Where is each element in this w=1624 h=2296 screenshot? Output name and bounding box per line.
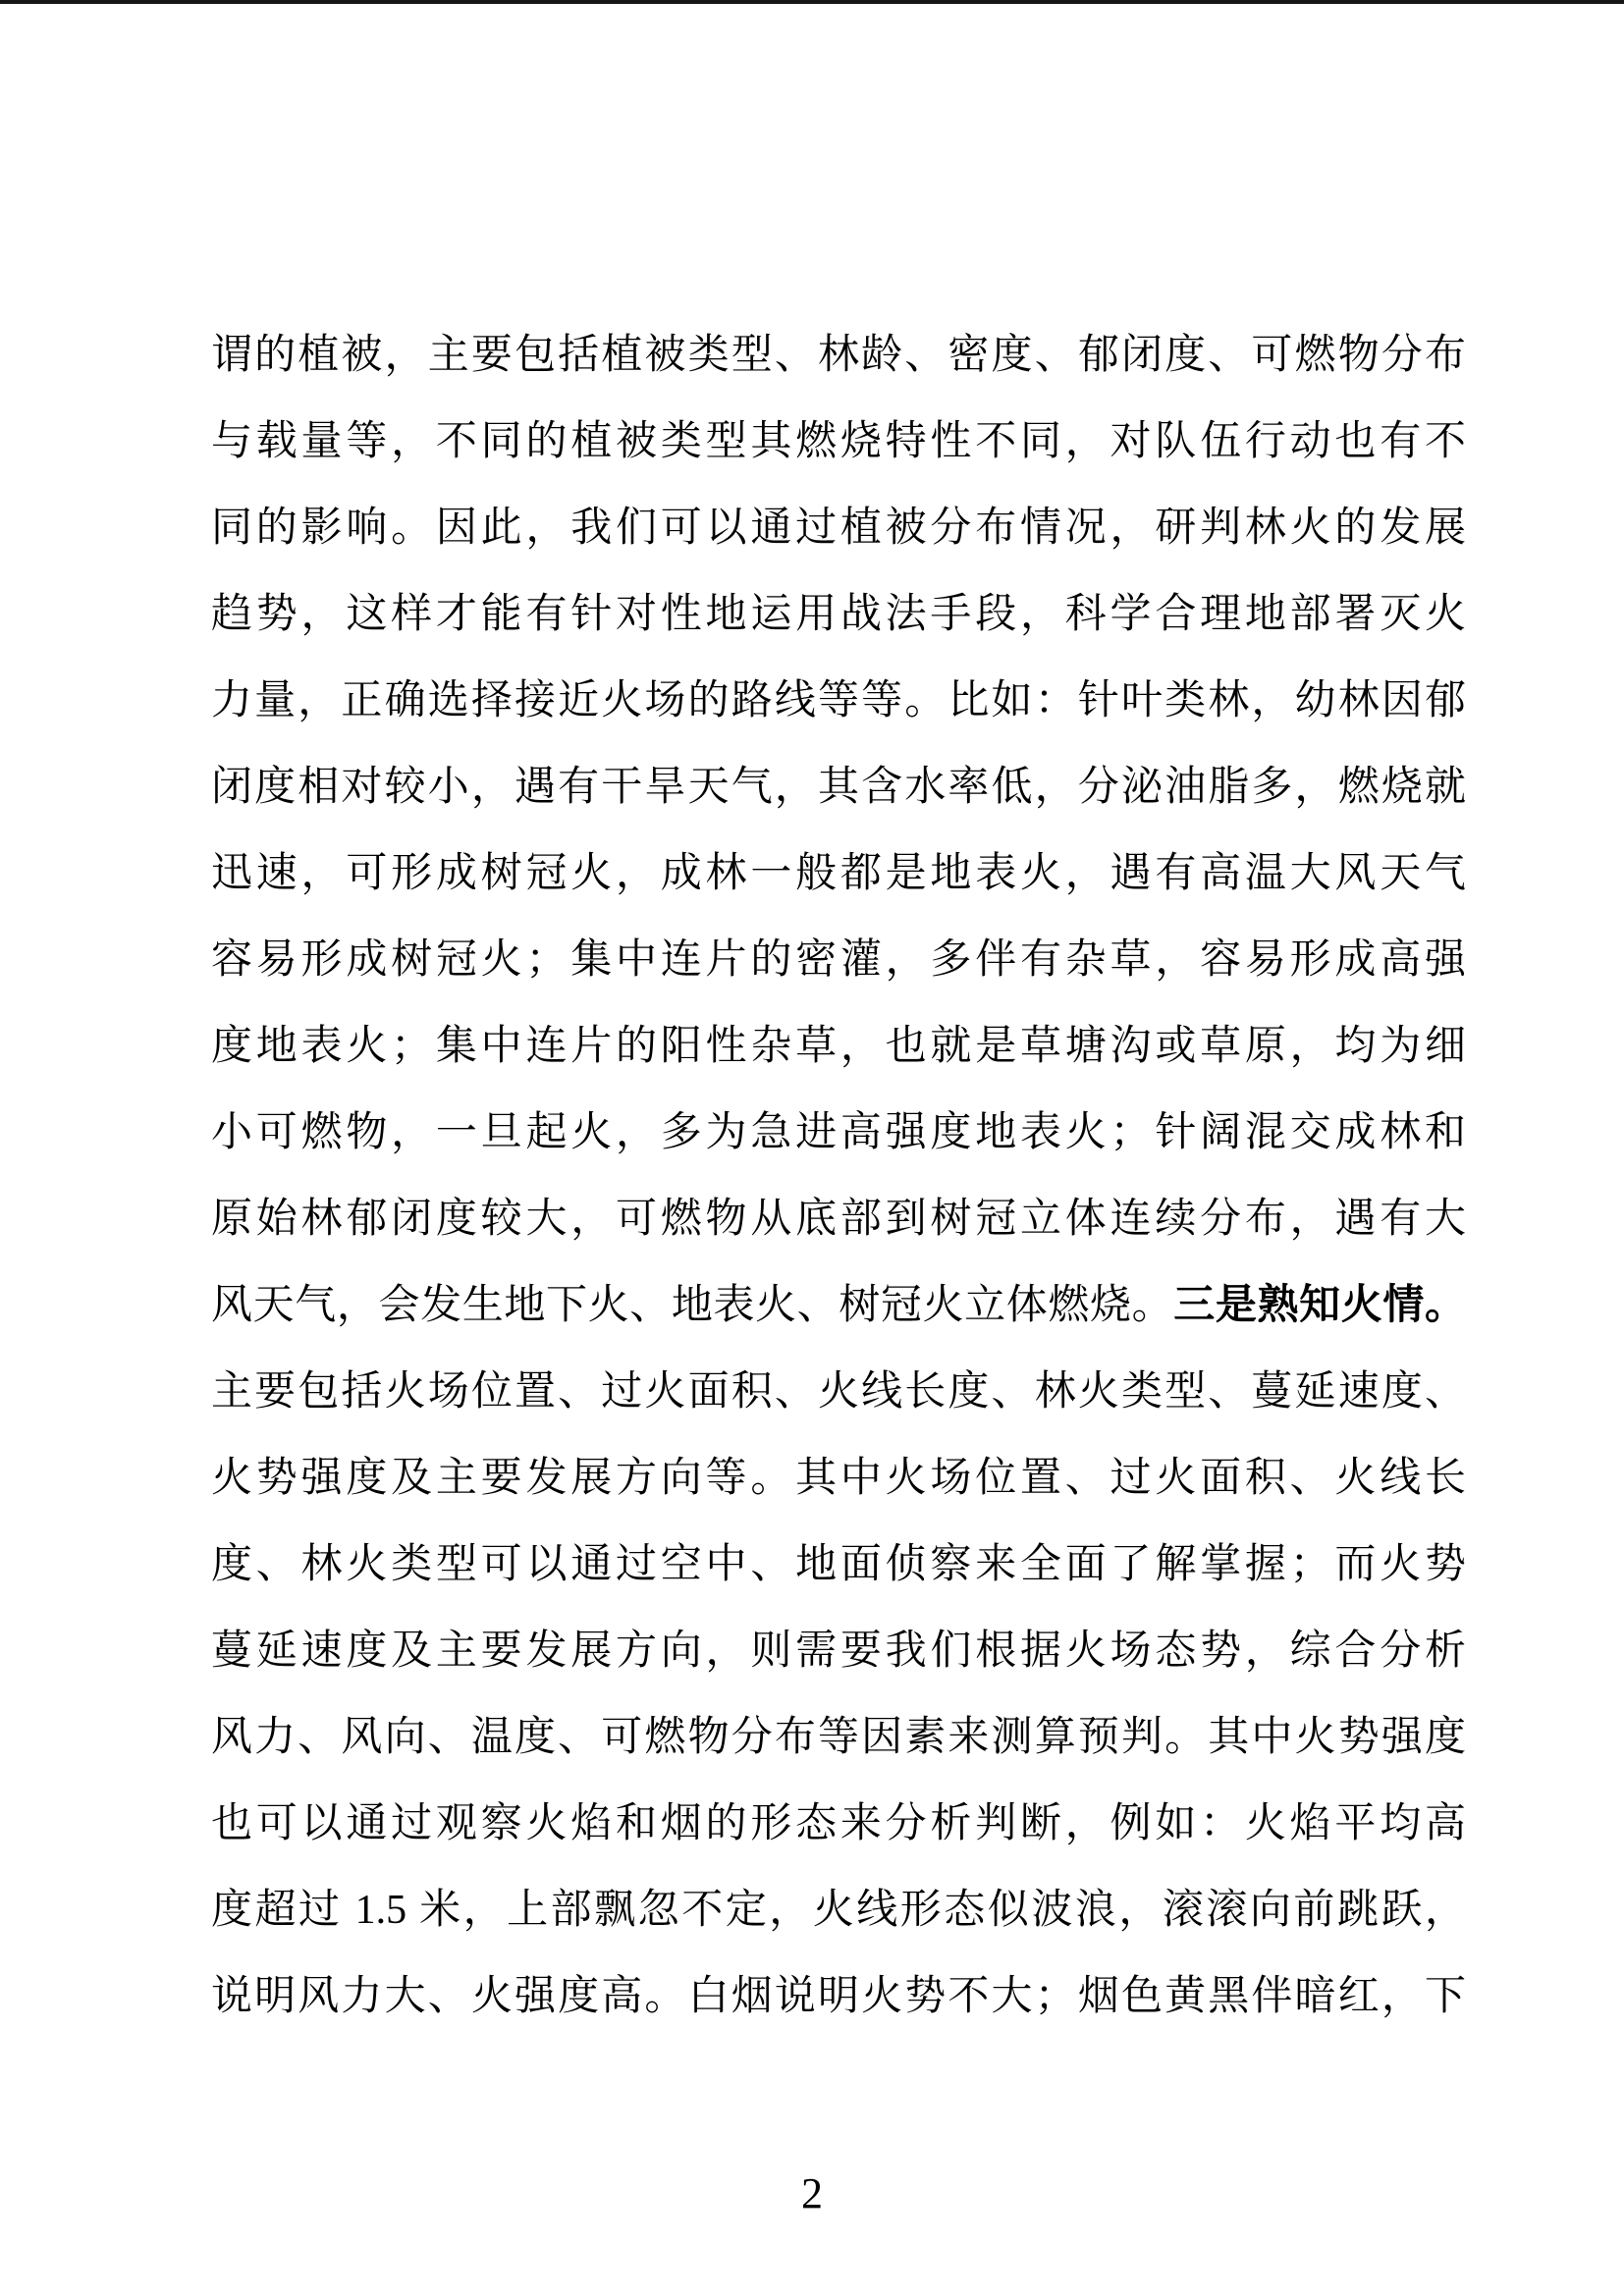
text-line-2 bbox=[211, 399, 1466, 485]
text-line-12 bbox=[211, 1262, 1466, 1349]
text-line-6 bbox=[211, 744, 1466, 830]
text-segment: 同的影响。因此，我们可以通过植被分布情况，研判林火的发展 bbox=[211, 506, 1466, 551]
text-segment: 蔓延速度及主要发展方向，则需要我们根据火场态势，综合分析 bbox=[211, 1629, 1466, 1674]
text-line-14 bbox=[211, 1435, 1466, 1522]
text-block bbox=[211, 312, 1466, 2040]
text-line-3 bbox=[211, 485, 1466, 571]
text-segment: 风天气，会发生地下火、地表火、树冠火立体燃烧。 bbox=[211, 1283, 1174, 1328]
text-line-18 bbox=[211, 1781, 1466, 1867]
text-segment: 迅速，可形成树冠火，成林一般都是地表火，遇有高温大风天气 bbox=[211, 851, 1466, 896]
text-segment: 力量，正确选择接近火场的路线等等。比如：针叶类林，幼林因郁 bbox=[211, 678, 1466, 723]
text-line-15 bbox=[211, 1522, 1466, 1608]
text-line-11 bbox=[211, 1176, 1466, 1262]
text-line-10 bbox=[211, 1090, 1466, 1176]
text-segment: 风力、风向、温度、可燃物分布等因素来测算预判。其中火势强度 bbox=[211, 1715, 1466, 1760]
text-line-20 bbox=[211, 1953, 1466, 2040]
page-number: 2 bbox=[801, 2169, 823, 2217]
text-line-8 bbox=[211, 917, 1466, 1003]
text-segment: 度、林火类型可以通过空中、地面侦察来全面了解掌握；而火势 bbox=[211, 1542, 1466, 1587]
text-segment: 说明风力大、火强度高。白烟说明火势不大；烟色黄黑伴暗红，下 bbox=[211, 1974, 1466, 2019]
text-segment: 度超过 1.5 米，上部飘忽不定，火线形态似波浪，滚滚向前跳跃， bbox=[211, 1888, 1466, 1933]
text-segment: 趋势，这样才能有针对性地运用战法手段，科学合理地部署灭火 bbox=[211, 592, 1466, 637]
text-line-1 bbox=[211, 312, 1466, 399]
page-top-edge bbox=[0, 0, 1624, 4]
bold-text-segment: 三是熟知火情。 bbox=[1173, 1283, 1466, 1328]
text-line-13 bbox=[211, 1349, 1466, 1435]
text-line-4 bbox=[211, 571, 1466, 658]
text-segment: 小可燃物，一旦起火，多为急进高强度地表火；针阔混交成林和 bbox=[211, 1110, 1466, 1155]
text-line-19 bbox=[211, 1867, 1466, 1953]
text-segment: 与载量等，不同的植被类型其燃烧特性不同，对队伍行动也有不 bbox=[211, 419, 1466, 464]
text-segment: 闭度相对较小，遇有干旱天气，其含水率低，分泌油脂多，燃烧就 bbox=[211, 765, 1466, 810]
text-segment: 谓的植被，主要包括植被类型、林龄、密度、郁闭度、可燃物分布 bbox=[211, 333, 1466, 378]
text-segment: 原始林郁闭度较大，可燃物从底部到树冠立体连续分布，遇有大 bbox=[211, 1197, 1466, 1242]
text-line-9 bbox=[211, 1003, 1466, 1090]
text-segment: 度地表火；集中连片的阳性杂草，也就是草塘沟或草原，均为细 bbox=[211, 1024, 1466, 1069]
text-line-5 bbox=[211, 658, 1466, 744]
text-segment: 主要包括火场位置、过火面积、火线长度、林火类型、蔓延速度、 bbox=[211, 1369, 1466, 1415]
text-segment: 火势强度及主要发展方向等。其中火场位置、过火面积、火线长 bbox=[211, 1456, 1466, 1501]
text-segment: 也可以通过观察火焰和烟的形态来分析判断，例如：火焰平均高 bbox=[211, 1801, 1466, 1846]
text-line-17 bbox=[211, 1694, 1466, 1781]
text-line-7 bbox=[211, 830, 1466, 917]
text-segment: 容易形成树冠火；集中连片的密灌，多伴有杂草，容易形成高强 bbox=[211, 937, 1466, 983]
text-line-16 bbox=[211, 1608, 1466, 1694]
